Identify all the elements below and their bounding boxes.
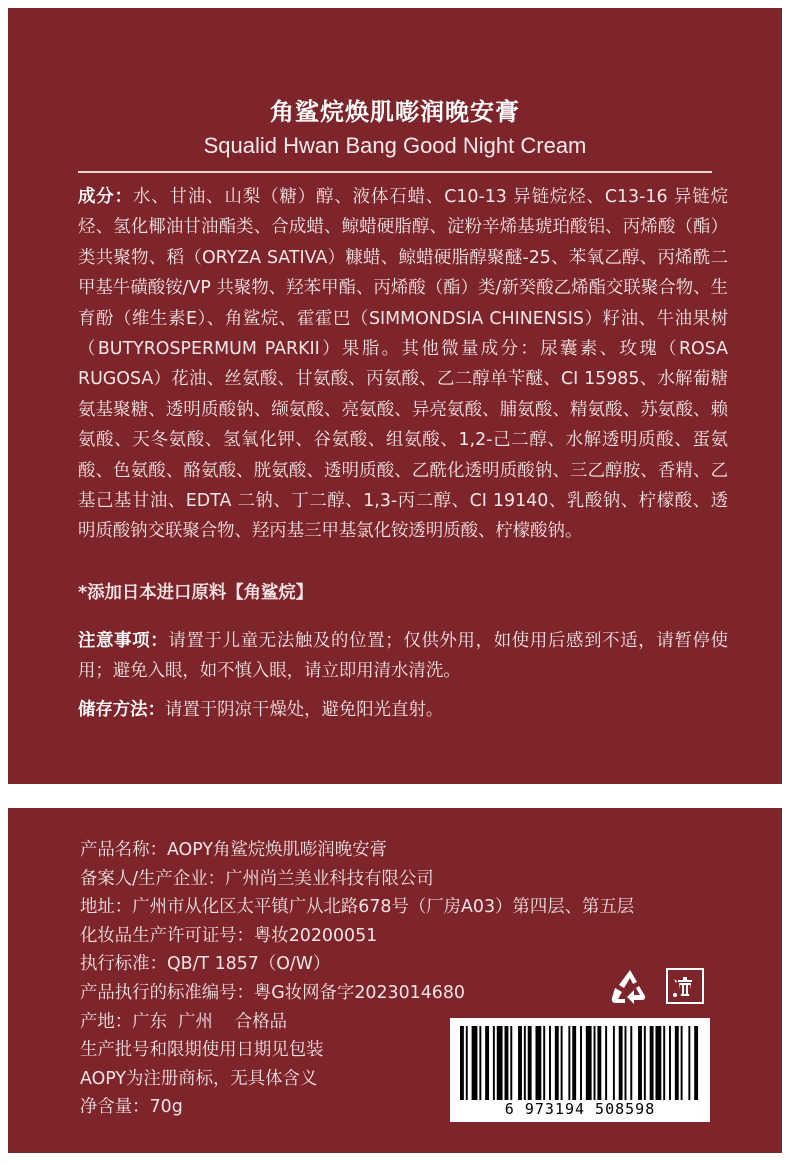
barcode-bar (524, 1026, 526, 1100)
info-trademark: AOPY为注册商标，无具体含义 (80, 1068, 318, 1089)
barcode-bar (681, 1026, 683, 1100)
barcode-bar (472, 1026, 478, 1100)
barcode-bar (625, 1026, 627, 1100)
barcode-bar (597, 1026, 601, 1100)
barcode-bar (694, 1026, 698, 1100)
barcode-bar (561, 1026, 563, 1100)
title-divider (78, 171, 712, 173)
product-title-cn: 角鲨烷焕肌嘭润晚安膏 (270, 98, 520, 126)
ingredients-label: 成分： (78, 187, 133, 207)
info-manufacturer: 备案人/生产企业：广州尚兰美业科技有限公司 (80, 868, 434, 889)
caution-section (78, 626, 728, 687)
info-origin: 产地：广东 广州 合格品 (80, 1011, 288, 1032)
barcode-bar (688, 1026, 690, 1100)
info-address: 地址：广州市从化区太平镇广从北路678号（厂房A03）第四层、第五层 (80, 897, 635, 918)
barcode-bar (586, 1026, 592, 1100)
barcode-bar (555, 1026, 559, 1100)
barcode-bar (460, 1026, 464, 1100)
barcode-number: 6 973194 508598 (504, 1100, 656, 1118)
barcode (450, 1018, 710, 1122)
info-net-content: 净含量：70g (80, 1097, 183, 1118)
storage-label: 储存方法： (78, 700, 165, 720)
barcode-bar (549, 1026, 551, 1100)
barcode-bar (543, 1026, 545, 1100)
barcode-bar (485, 1026, 489, 1100)
barcode-bar (535, 1026, 541, 1100)
caution-label: 注意事项： (78, 631, 169, 651)
barcode-bar (619, 1026, 623, 1100)
ingredients-section (78, 182, 728, 547)
info-filing-number: 产品执行的标准编号：粤G妆网备字2023014680 (80, 982, 465, 1003)
barcode-bar (510, 1026, 512, 1100)
barcode-bar (669, 1026, 671, 1100)
info-standard: 执行标准：QB/T 1857（O/W） (80, 954, 331, 975)
storage-section (78, 695, 728, 725)
barcode-bar (479, 1026, 481, 1100)
imported-note: *添加日本进口原料【角鲨烷】 (78, 583, 314, 603)
barcode-bar (650, 1026, 654, 1100)
barcode-bar (613, 1026, 615, 1100)
trash-bin-icon (666, 968, 704, 1004)
barcode-bar (655, 1026, 661, 1100)
barcode-bar (493, 1026, 495, 1100)
barcode-bar (605, 1026, 607, 1100)
barcode-bar (580, 1026, 582, 1100)
ingredients-text: 水、甘油、山梨（糖）醇、液体石蜡、C10-13 异链烷烃、C13-16 异链烷烃、氢化椰油甘油酯类、合成蜡、鲸蜡硬脂醇、淀粉辛烯基琥珀酸铝、丙烯酸（酯）类共聚物、稻（ORYZA SATIVA）糠蜡、鲸蜡硬脂醇聚醚-25、苯氧乙醇、丙烯酰二甲基牛磺酸铵/VP 共聚物、羟苯甲酯、丙烯酸（酯）类/新癸酸乙烯酯交联聚合物、生育酚（维生素E）、角鲨烷、霍霍巴（SIMMONDSIA CHINENSIS）籽油、牛油果树（BUTYROSPERMUM PARKII）果脂。其他微量成分：尿囊素、玫瑰（ROSA RUGOSA）花油、丝氨酸、甘氨酸、丙氨酸、乙二醇单苄醚、CI 15985、水解葡糖氨基聚糖、透明质酸钠、缬氨酸、亮氨酸、异亮氨酸、脯氨酸、精氨酸、苏氨酸、赖氨酸、天冬氨酸、氢氧化钾、谷氨酸、组氨酸、1,2-己二醇、水解透明质酸、蛋氨酸、色氨酸、酪氨酸、胱氨酸、透明质酸、乙酰化透明质酸钠、三乙醇胺、香精、乙基己基甘油、EDTA 二钠、丁二醇、1,3-丙二醇、CI 19140、乳酸钠、柠檬酸、透明质酸钠交联聚合物、羟丙基三甲基氯化铵透明质酸、柠檬酸钠。 (78, 187, 728, 542)
barcode-bar (497, 1026, 503, 1100)
barcode-bar (505, 1026, 509, 1100)
product-title-en: Squalid Hwan Bang Good Night Cream (203, 133, 587, 158)
info-batch: 生产批号和限期使用日期见包装 (80, 1040, 324, 1061)
info-license: 化妆品生产许可证号：粤妆20200051 (80, 925, 378, 946)
barcode-bar (638, 1026, 642, 1100)
ingredients-panel (8, 8, 782, 784)
barcode-bars (460, 1026, 700, 1100)
barcode-bar (644, 1026, 646, 1100)
barcode-bar (594, 1026, 596, 1100)
recycle-icon (610, 968, 650, 1004)
info-product-name: 产品名称：AOPY角鲨烷焕肌嘭润晚安膏 (80, 840, 387, 860)
caution-text: 请置于儿童无法触及的位置；仅供外用，如使用后感到不适，请暂停使用；避免入眼，如不慎入眼，请立即用清水清洗。 (78, 631, 728, 682)
barcode-bar (572, 1026, 576, 1100)
barcode-bar (518, 1026, 522, 1100)
barcode-bar (630, 1026, 632, 1100)
barcode-bar (568, 1026, 570, 1100)
barcode-bar (663, 1026, 665, 1100)
barcode-bar (528, 1026, 532, 1100)
barcode-bar (675, 1026, 679, 1100)
barcode-bar (466, 1026, 468, 1100)
storage-text: 请置于阴凉干燥处，避免阳光直射。 (164, 700, 444, 720)
